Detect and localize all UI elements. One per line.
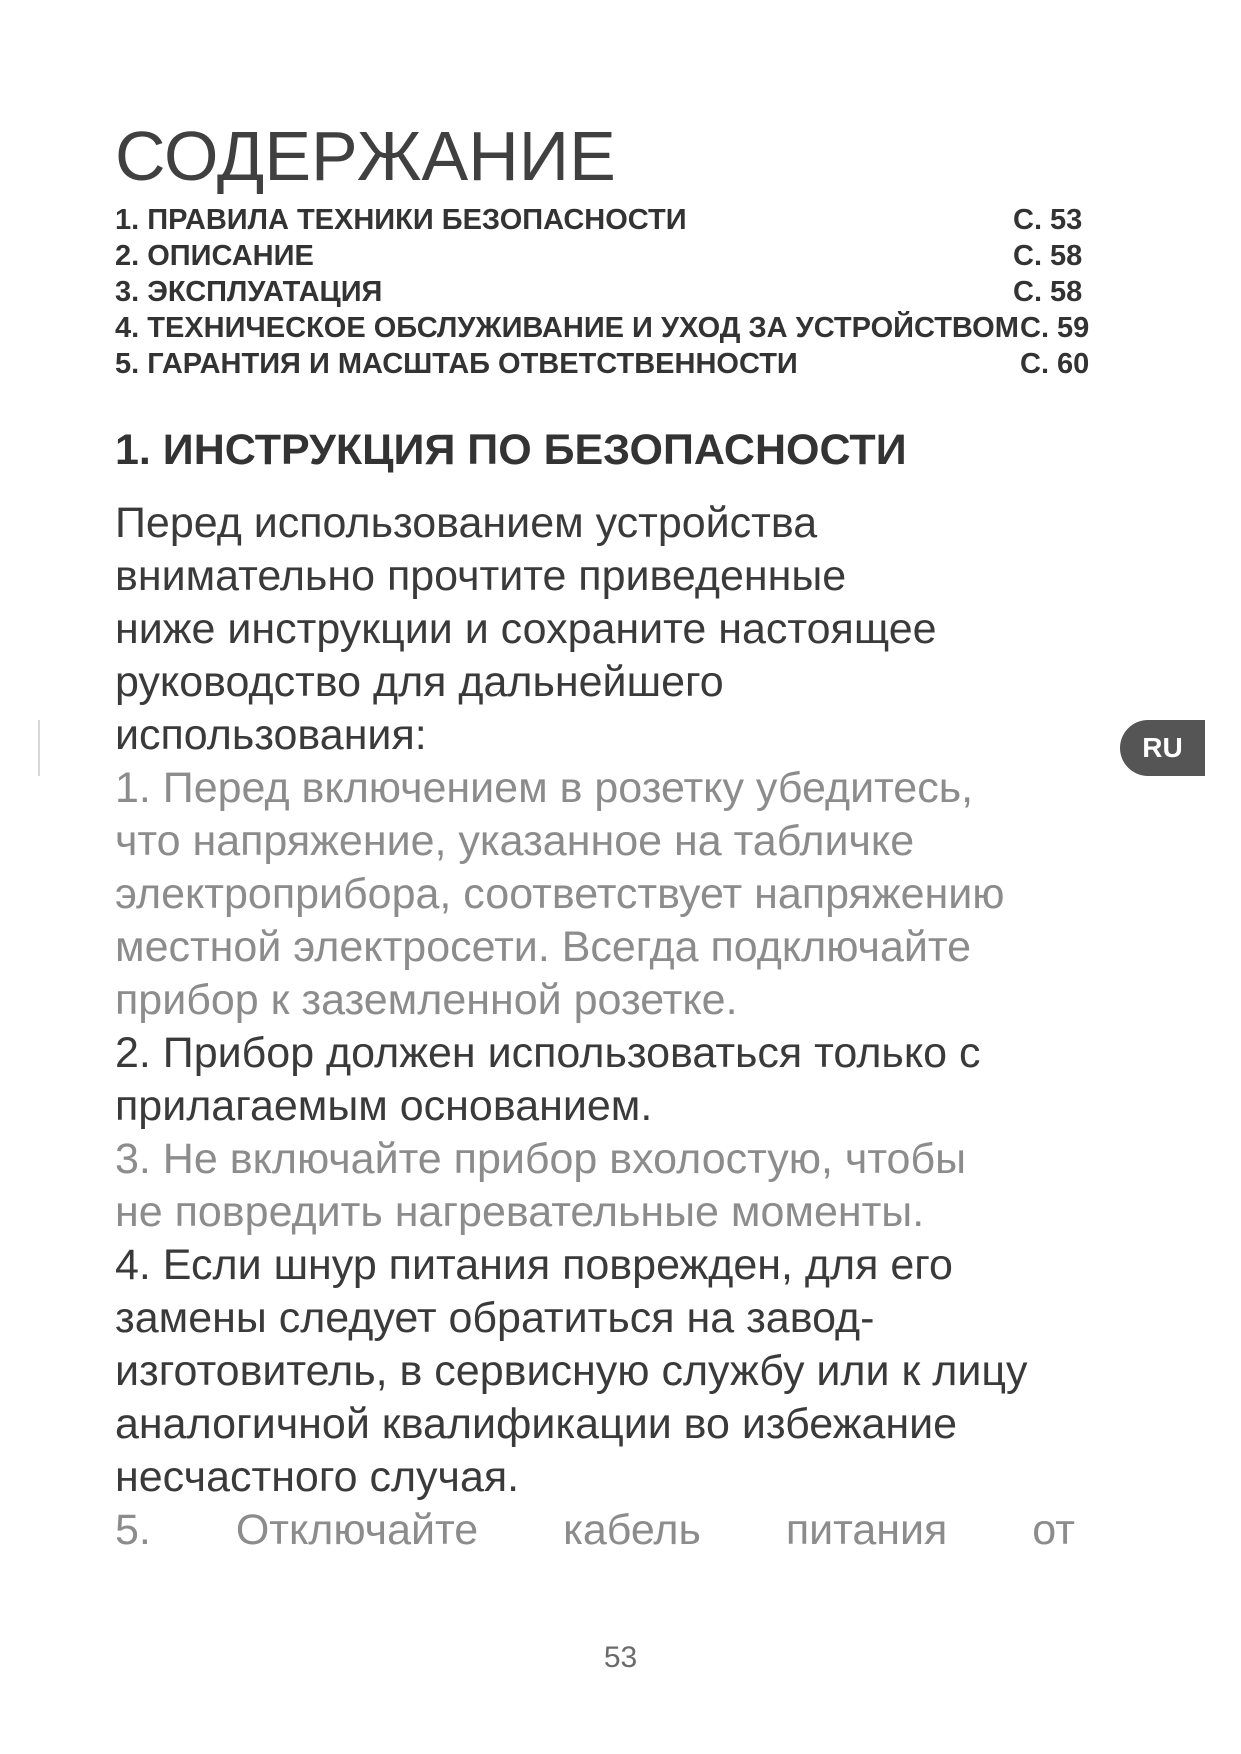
safety-item-5-word: питания [785, 1506, 948, 1554]
safety-item-5-word: Отключайте [235, 1506, 479, 1554]
toc-item [115, 346, 1100, 382]
toc-item-page: С. 58 [1013, 276, 1083, 308]
toc-item [115, 274, 1100, 310]
intro-line: использования: [115, 711, 427, 759]
safety-item-1-line: что напряжение, указанное на табличке [115, 817, 915, 865]
language-tab: RU [1120, 720, 1205, 776]
intro-line: Перед использованием устройства [115, 499, 818, 547]
safety-item-3-line: 3. Не включайте прибор вхолостую, чтобы [115, 1135, 966, 1183]
safety-item-1-line: местной электросети. Всегда подключайте [115, 923, 972, 971]
toc-item-label: 2. ОПИСАНИЕ [115, 240, 314, 272]
toc-item [115, 310, 1100, 346]
safety-item-1-line: прибор к заземленной розетке. [115, 976, 738, 1024]
safety-item-1-line: 1. Перед включением в розетку убедитесь, [115, 764, 974, 812]
toc-item [115, 238, 1100, 274]
toc-item-page: С. 53 [1013, 204, 1083, 236]
toc-item-label: 3. ЭКСПЛУАТАЦИЯ [115, 276, 383, 308]
safety-item-5-line [115, 1504, 1075, 1557]
toc-item-page: С. 58 [1013, 240, 1083, 272]
toc-item-label: 4. ТЕХНИЧЕСКОЕ ОБСЛУЖИВАНИЕ И УХОД ЗА УСТРОЙСТВОМ [115, 312, 1019, 344]
toc-item [115, 202, 1100, 238]
safety-item-5-word: от [1032, 1506, 1075, 1554]
safety-item-3-line: не повредить нагревательные моменты. [115, 1188, 925, 1236]
intro-line: руководство для дальнейшего [115, 658, 724, 706]
intro-line: ниже инструкции и сохраните настоящее [115, 605, 937, 653]
safety-item-5-word: кабель [563, 1506, 701, 1554]
safety-item-4-line: 4. Если шнур питания поврежден, для его [115, 1241, 953, 1289]
table-of-contents [115, 202, 1100, 382]
safety-item-2-line: прилагаемым основанием. [115, 1082, 653, 1130]
section-title: 1. ИНСТРУКЦИЯ ПО БЕЗОПАСНОСТИ [115, 426, 907, 474]
toc-item-page: С. 60 [1020, 348, 1090, 380]
margin-rule [38, 720, 40, 776]
safety-item-4-line: несчастного случая. [115, 1453, 520, 1501]
safety-item-4-line: аналогичной квалификации во избежание [115, 1400, 958, 1448]
toc-item-label: 1. ПРАВИЛА ТЕХНИКИ БЕЗОПАСНОСТИ [115, 204, 687, 236]
toc-title: СОДЕРЖАНИЕ [115, 117, 616, 195]
safety-item-2-line: 2. Прибор должен использоваться только с [115, 1029, 981, 1077]
toc-item-label: 5. ГАРАНТИЯ И МАСШТАБ ОТВЕТСТВЕННОСТИ [115, 348, 798, 380]
page-number: 53 [603, 1641, 638, 1674]
safety-item-5-word: 5. [115, 1506, 151, 1554]
safety-text [115, 497, 1115, 1557]
safety-item-1-line: электроприбора, соответствует напряжению [115, 870, 1005, 918]
toc-item-page: С. 59 [1020, 312, 1090, 344]
safety-item-4-line: замены следует обратиться на завод- [115, 1294, 875, 1342]
intro-line: внимательно прочтите приведенные [115, 552, 847, 600]
safety-item-4-line: изготовитель, в сервисную службу или к лицу [115, 1347, 1028, 1395]
